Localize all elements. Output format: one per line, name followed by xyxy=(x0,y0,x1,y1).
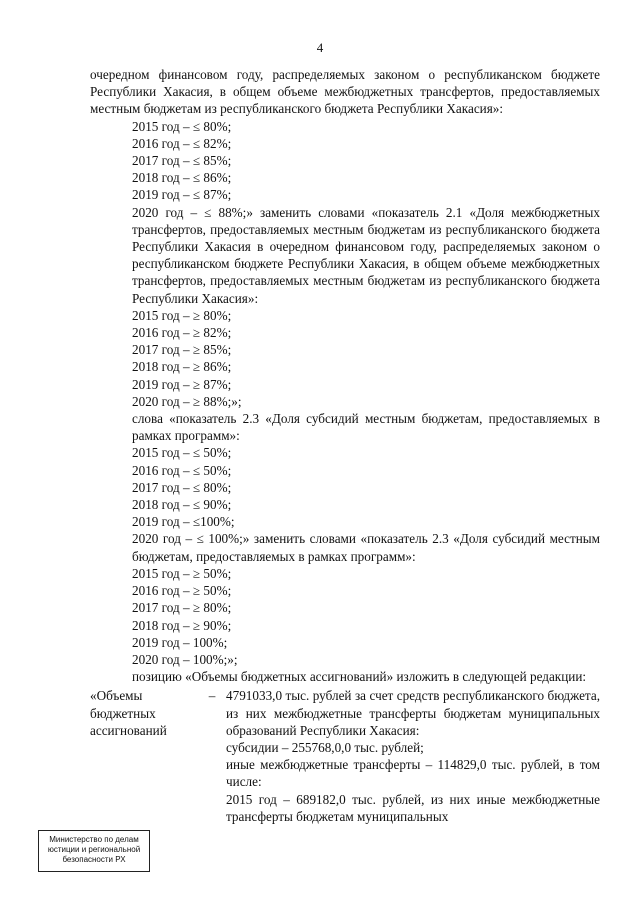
indicator-line: 2019 год – ≥ 87%; xyxy=(132,376,232,392)
table-dash: – xyxy=(208,688,216,704)
indicator-line: 2020 год – 100%;»; xyxy=(132,651,238,667)
table-right-line: иные межбюджетные трансферты – 114829,0 тыс. рублей, в том числе: xyxy=(226,757,600,790)
indicator-line: 2015 год – ≥ 80%; xyxy=(132,307,232,323)
document-body xyxy=(90,66,600,825)
table-right-line: 2015 год – 689182,0 тыс. рублей, из них иные межбюджетные трансферты бюджетам муниципальных xyxy=(226,791,600,824)
table-left-label: «Объемы бюджетных ассигнований xyxy=(90,688,167,738)
indicator-line: 2016 год – ≥ 50%; xyxy=(132,583,232,599)
paragraph: 2020 год – ≤ 100%;» заменить словами «показатель 2.3 «Доля субсидий местным бюджетам, предоставляемых в рамках программ»: xyxy=(132,531,600,564)
stamp-line-3: безопасности РХ xyxy=(62,855,126,864)
table-right-text xyxy=(226,687,600,825)
paragraph: очередном финансовом году, распределяемых законом о республиканском бюджете Республики Хакасия, в общем объеме межбюджетных трансфертов, предоставляемых местным бюджетам из республиканского бюджета Республики Хакасия»: xyxy=(90,67,600,117)
indicator-line: 2016 год – ≤ 50%; xyxy=(132,462,232,478)
indicator-line: 2015 год – ≤ 50%; xyxy=(132,445,232,461)
paragraph: позицию «Объемы бюджетных ассигнований» изложить в следующей редакции: xyxy=(132,669,587,685)
page-number: 4 xyxy=(316,40,324,55)
indicator-line: 2020 год – ≥ 88%;»; xyxy=(132,393,242,409)
paragraph: слова «показатель 2.3 «Доля субсидий местным бюджетам, предоставляемых в рамках программ»: xyxy=(132,411,600,444)
indicator-line: 2017 год – ≥ 85%; xyxy=(132,342,232,358)
indicator-line: 2019 год – ≤ 87%; xyxy=(132,187,232,203)
indicator-line: 2018 год – ≤ 86%; xyxy=(132,170,232,186)
table-right-line: субсидии – 255768,0,0 тыс. рублей; xyxy=(226,739,424,755)
indicator-line: 2019 год – 100%; xyxy=(132,634,228,650)
indicator-line: 2017 год – ≤ 80%; xyxy=(132,479,232,495)
indicator-line: 2019 год – ≤100%; xyxy=(132,514,235,530)
indicator-line: 2017 год – ≤ 85%; xyxy=(132,153,232,169)
indicator-line: 2018 год – ≤ 90%; xyxy=(132,497,232,513)
registration-stamp xyxy=(38,830,150,872)
indicator-line: 2016 год – ≤ 82%; xyxy=(132,135,232,151)
indicator-line: 2015 год – ≥ 50%; xyxy=(132,565,232,581)
indicator-line: 2015 год – ≤ 80%; xyxy=(132,118,232,134)
indicator-line: 2018 год – ≥ 90%; xyxy=(132,617,232,633)
budget-table xyxy=(90,687,600,825)
stamp-line-1: Министерство по делам xyxy=(49,835,139,844)
paragraph: 2020 год – ≤ 88%;» заменить словами «показатель 2.1 «Доля межбюджетных трансфертов, предоставляемых местным бюджетам из республиканского бюджета Республики Хакасия в очередном финансовом году, распределяемых законом о республиканском бюджете Республики Хакасия, в общем объеме межбюджетных трансфертов, предоставляемых местным бюджетам из республиканского бюджета Республики Хакасия»: xyxy=(132,204,600,306)
indicator-line: 2018 год – ≥ 86%; xyxy=(132,359,232,375)
indicator-line: 2017 год – ≥ 80%; xyxy=(132,600,232,616)
indicator-line: 2016 год – ≥ 82%; xyxy=(132,325,232,341)
stamp-line-2: юстиции и региональной xyxy=(47,845,141,854)
table-right-line: 4791033,0 тыс. рублей за счет средств республиканского бюджета, из них межбюджетные трансферты бюджетам муниципальных образований Республики Хакасия: xyxy=(226,688,600,738)
